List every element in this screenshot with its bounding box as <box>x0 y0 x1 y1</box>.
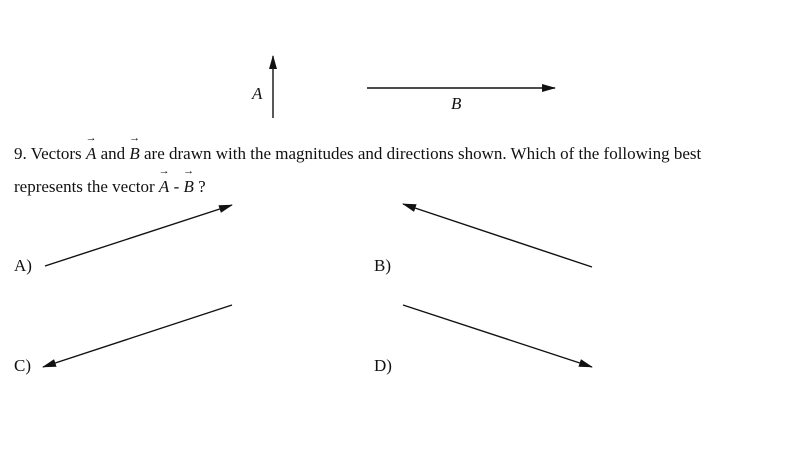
question-prefix: 9. Vectors <box>14 144 86 163</box>
choice-a-arrow <box>45 205 232 266</box>
choice-c-label[interactable]: C) <box>14 356 31 375</box>
choice-d-label[interactable]: D) <box>374 356 392 375</box>
question-line2-prefix: represents the vector <box>14 177 159 196</box>
question-line-2 <box>14 177 206 197</box>
difference-vector-a-symbol: → A <box>159 177 169 197</box>
question-suffix: are drawn with the magnitudes and directions shown. Which of the following best <box>139 144 702 163</box>
vector-a-symbol: → A <box>86 144 96 164</box>
choice-b-label[interactable]: B) <box>374 256 391 275</box>
minus-sign: - <box>169 177 184 196</box>
choice-c-arrow <box>43 305 232 367</box>
choice-a-label[interactable]: A) <box>14 256 32 275</box>
question-line-1 <box>14 144 701 164</box>
difference-vector-b-symbol: → B <box>183 177 193 197</box>
question-end: ? <box>193 177 206 196</box>
choice-d-arrow <box>403 305 592 367</box>
choice-b-arrow <box>403 204 592 267</box>
question-and: and <box>96 144 130 163</box>
vector-b-label: B <box>451 94 462 113</box>
vector-b-symbol: → B <box>129 144 139 164</box>
vector-a-label: A <box>252 84 263 103</box>
